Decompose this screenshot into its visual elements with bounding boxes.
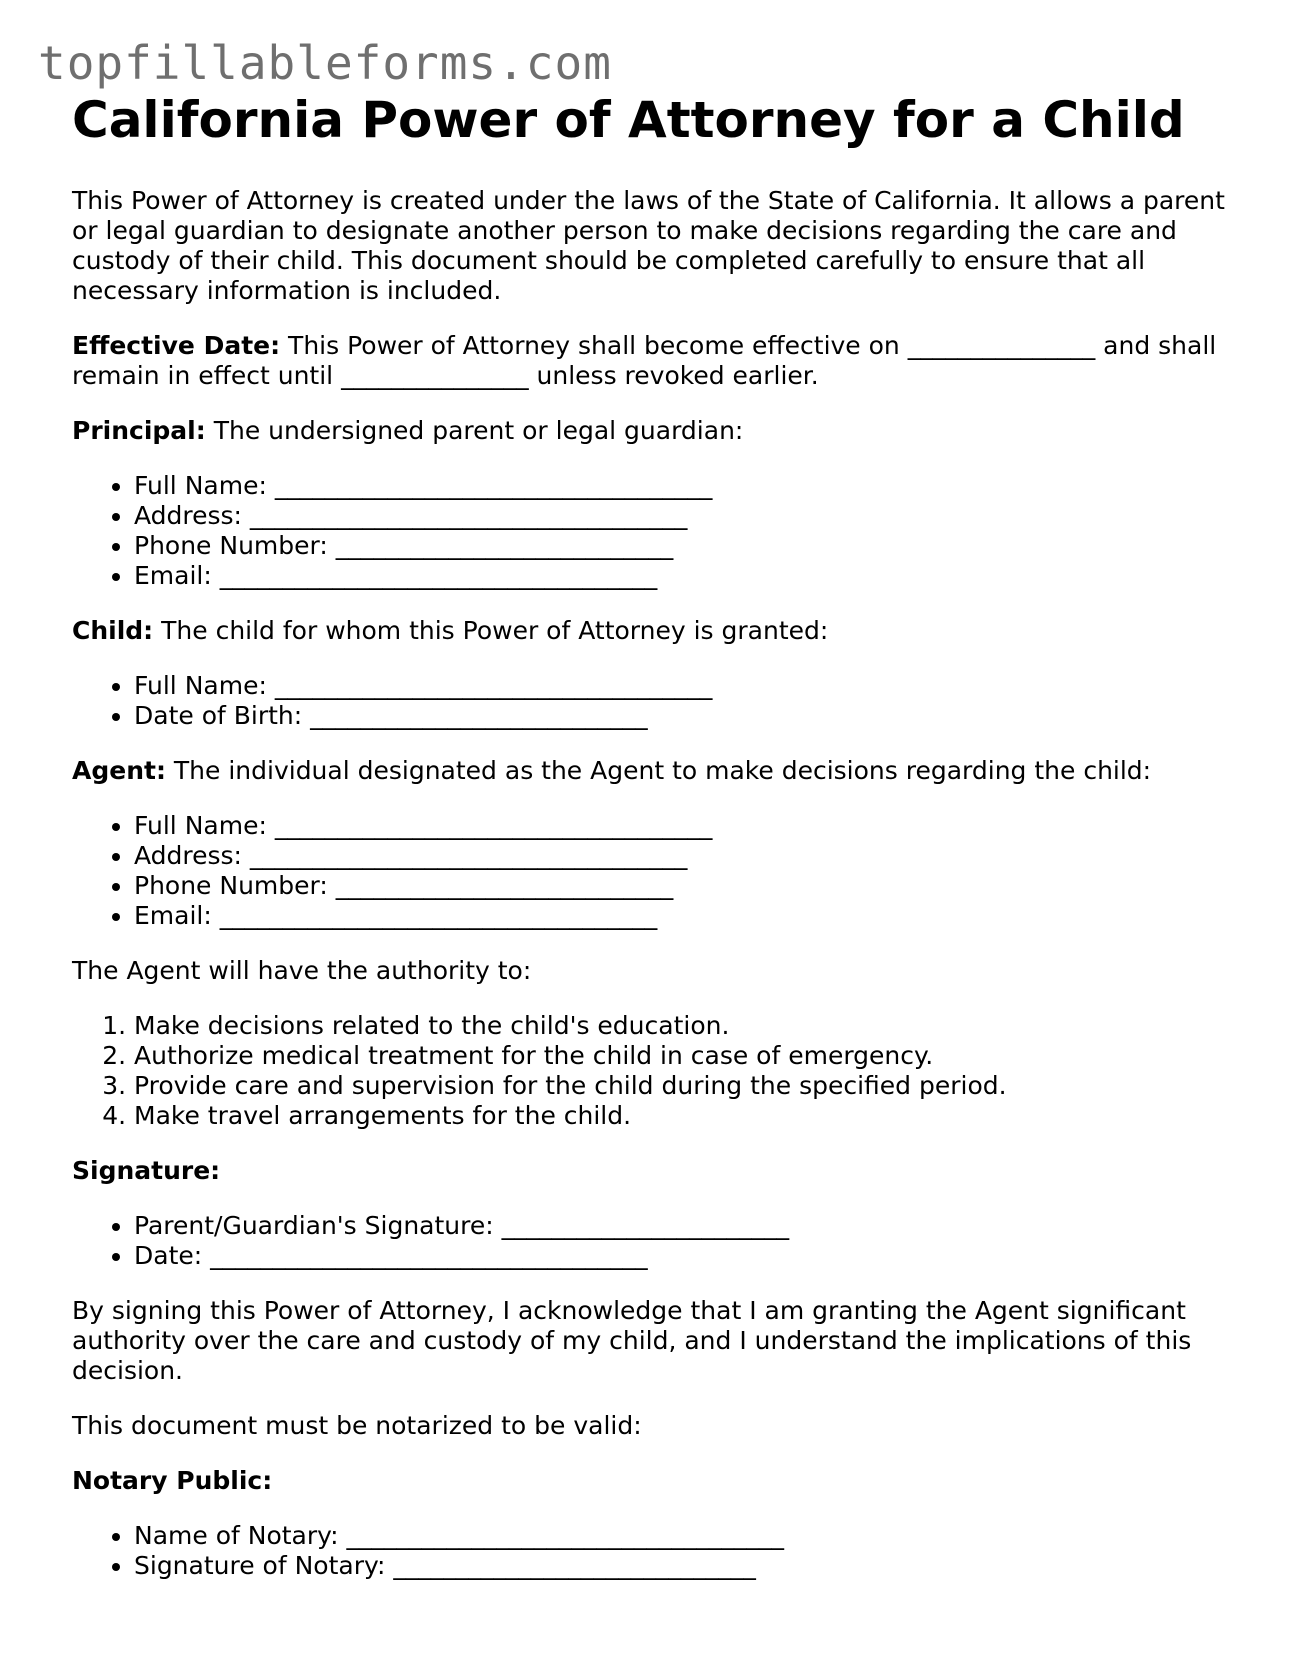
authority-item-travel: 4. Make travel arrangements for the child. bbox=[134, 1101, 1232, 1131]
effective-start-blank[interactable]: _______________ bbox=[907, 331, 1096, 360]
child-fields-list bbox=[72, 671, 1232, 731]
principal-fields-list bbox=[72, 471, 1232, 591]
intro-paragraph: This Power of Attorney is created under the laws of the State of California. It allows a parent or legal guardian to designate another person to make decisions regarding the care and custody of their child. This document should be completed carefully to ensure that all necessary information is included. bbox=[72, 186, 1225, 305]
signature-date-field[interactable]: • Date: ___________________________________ bbox=[134, 1241, 1232, 1271]
document-body bbox=[72, 90, 1232, 1606]
acknowledgement-paragraph: By signing this Power of Attorney, I acknowledge that I am granting the Agent significant authority over the care and custody of my child, and I understand the implications of this decision. bbox=[72, 1296, 1192, 1385]
document-title: California Power of Attorney for a Child bbox=[72, 91, 1185, 149]
child-label: Child: bbox=[72, 616, 154, 645]
agent-phone-field[interactable]: • Phone Number: ___________________________ bbox=[134, 871, 1232, 901]
authority-item-education: 1. Make decisions related to the child's education. bbox=[134, 1011, 1232, 1041]
child-text: The child for whom this Power of Attorney is granted: bbox=[153, 616, 829, 645]
agent-email-field[interactable]: • Email: ___________________________________ bbox=[134, 901, 1232, 931]
principal-text: The undersigned parent or legal guardian: bbox=[205, 416, 744, 445]
principal-full-name-field[interactable]: • Full Name: ___________________________________ bbox=[134, 471, 1232, 501]
notary-name-field[interactable]: • Name of Notary: ___________________________________ bbox=[134, 1521, 1232, 1551]
notary-heading bbox=[72, 1466, 1232, 1496]
agent-address-field[interactable]: • Address: ___________________________________ bbox=[134, 841, 1232, 871]
effective-date-label: Effective Date: bbox=[72, 331, 281, 360]
signature-fields-list bbox=[72, 1211, 1232, 1271]
principal-address-field[interactable]: • Address: ___________________________________ bbox=[134, 501, 1232, 531]
notarize-paragraph: This document must be notarized to be valid: bbox=[72, 1411, 642, 1440]
signature-label: Signature: bbox=[72, 1156, 221, 1185]
notary-label: Notary Public: bbox=[72, 1466, 273, 1495]
principal-email-field[interactable]: • Email: ___________________________________ bbox=[134, 561, 1232, 591]
guardian-signature-field[interactable]: • Parent/Guardian's Signature: _______________________ bbox=[134, 1211, 1232, 1241]
agent-heading bbox=[72, 756, 1232, 786]
principal-label: Principal: bbox=[72, 416, 206, 445]
effective-end-blank[interactable]: _______________ bbox=[341, 361, 529, 390]
authority-intro: The Agent will have the authority to: bbox=[72, 956, 532, 985]
principal-phone-field[interactable]: • Phone Number: ___________________________ bbox=[134, 531, 1232, 561]
watermark-text: topfillableforms.com bbox=[38, 36, 612, 90]
signature-heading bbox=[72, 1156, 1232, 1186]
child-dob-field[interactable]: • Date of Birth: ___________________________ bbox=[134, 701, 1232, 731]
child-full-name-field[interactable]: • Full Name: ___________________________________ bbox=[134, 671, 1232, 701]
notary-signature-field[interactable]: • Signature of Notary: _____________________________ bbox=[134, 1551, 1232, 1581]
authority-item-care: 3. Provide care and supervision for the child during the specified period. bbox=[134, 1071, 1232, 1101]
agent-text: The individual designated as the Agent to make decisions regarding the child: bbox=[165, 756, 1152, 785]
effective-date-paragraph bbox=[72, 331, 1232, 391]
agent-fields-list bbox=[72, 811, 1232, 931]
principal-heading bbox=[72, 416, 1232, 446]
agent-label: Agent: bbox=[72, 756, 166, 785]
effective-date-text-1: This Power of Attorney shall become effective on bbox=[280, 331, 908, 360]
agent-full-name-field[interactable]: • Full Name: ___________________________________ bbox=[134, 811, 1232, 841]
effective-date-text-3: unless revoked earlier. bbox=[528, 361, 819, 390]
notary-fields-list bbox=[72, 1521, 1232, 1581]
authority-list bbox=[72, 1011, 1232, 1131]
effective-date-text-2: and shall remain in effect until bbox=[72, 331, 1217, 390]
authority-item-medical: 2. Authorize medical treatment for the child in case of emergency. bbox=[134, 1041, 1232, 1071]
child-heading bbox=[72, 616, 1232, 646]
